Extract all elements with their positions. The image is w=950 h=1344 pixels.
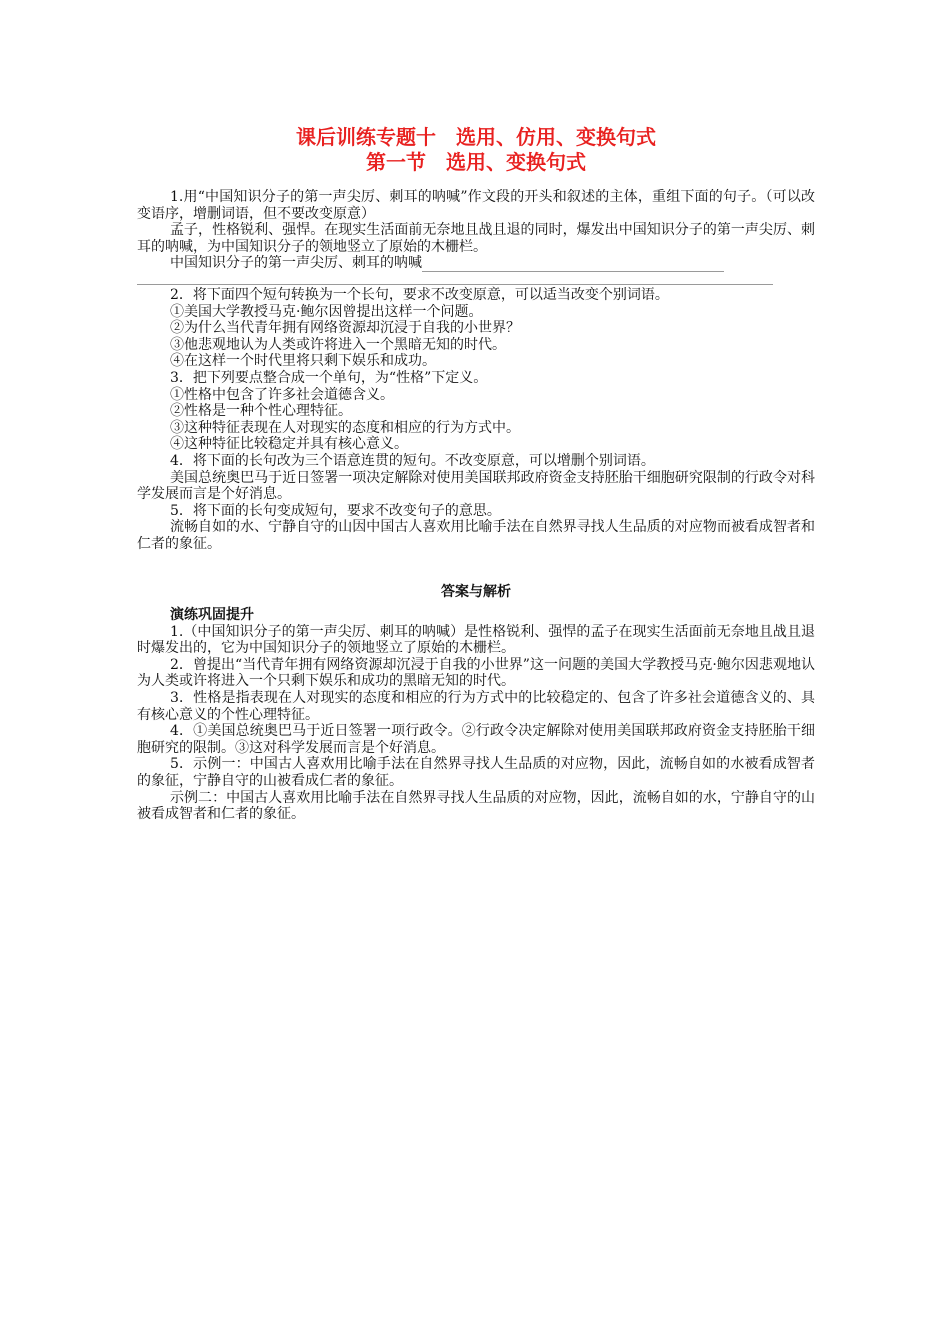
- answer-blank-full: [137, 272, 773, 285]
- section-title: 第一节 选用、变换句式: [366, 150, 586, 174]
- question-3-item: ③这种特征表现在人对现实的态度和相应的行为方式中。: [170, 419, 520, 436]
- page-title: 课后训练专题十 选用、仿用、变换句式: [296, 125, 656, 149]
- answer-4: 4．①美国总统奥巴马于近日签署一项行政令。②行政令决定解除对使用美国联邦政府资金支持胚胎干细胞研究的限制。③这对科学发展而言是个好消息。: [137, 723, 815, 756]
- question-4-prompt: 4．将下面的长句改为三个语意连贯的短句。不改变原意，可以增删个别词语。: [170, 452, 655, 469]
- question-2-item: ④在这样一个时代里将只剩下娱乐和成功。: [170, 353, 436, 370]
- answers-subheading: 演练巩固提升: [170, 607, 254, 624]
- question-1-answer-line: [137, 255, 815, 272]
- question-3-prompt: 3．把下列要点整合成一个单句，为“性格”下定义。: [170, 369, 488, 386]
- question-3-item: ④这种特征比较稳定并具有核心意义。: [170, 436, 408, 453]
- answer-blank: [422, 257, 724, 272]
- question-3-item: ①性格中包含了许多社会道德含义。: [170, 386, 394, 403]
- answer-2: 2．曾提出“当代青年拥有网络资源却沉浸于自我的小世界”这一问题的美国大学教授马克·鲍尔因悲观地认为人类或许将进入一个只剩下娱乐和成功的黑暗无知的时代。: [137, 656, 815, 690]
- question-5-text: 流畅自如的水、宁静自守的山因中国古人喜欢用比喻手法在自然界寻找人生品质的对应物而被看成智者和仁者的象征。: [137, 519, 815, 552]
- question-1-answer-lead: 中国知识分子的第一声尖厉、刺耳的呐喊: [170, 255, 422, 272]
- question-5-prompt: 5．将下面的长句变成短句，要求不改变句子的意思。: [170, 502, 501, 519]
- question-3-item: ②性格是一种个性心理特征。: [170, 403, 352, 420]
- question-1-prompt: 1.用“中国知识分子的第一声尖厉、刺耳的呐喊”作文段的开头和叙述的主体，重组下面的句子。（可以改变语序，增删词语，但不要改变原意）: [137, 189, 815, 222]
- answer-5-example-2: 示例二：中国古人喜欢用比喻手法在自然界寻找人生品质的对应物，因此，流畅自如的水，宁静自守的山被看成智者和仁者的象征。: [137, 789, 815, 823]
- answer-5-example-1: 5．示例一：中国古人喜欢用比喻手法在自然界寻找人生品质的对应物，因此，流畅自如的水被看成智者的象征，宁静自守的山被看成仁者的象征。: [137, 756, 815, 789]
- question-2-item: ③他悲观地认为人类或许将进入一个黑暗无知的时代。: [170, 336, 506, 353]
- document-content: [137, 125, 815, 823]
- answer-1: 1.（中国知识分子的第一声尖厉、刺耳的呐喊）是性格锐利、强悍的孟子在现实生活面前无奈地且战且退时爆发出的，它为中国知识分子的领地竖立了原始的木栅栏。: [137, 623, 815, 657]
- question-2-item: ②为什么当代青年拥有网络资源却沉浸于自我的小世界？: [170, 320, 520, 337]
- answer-3: 3．性格是指表现在人对现实的态度和相应的行为方式中的比较稳定的、包含了许多社会道德含义的、具有核心意义的个性心理特征。: [137, 690, 815, 723]
- answers-heading: 答案与解析: [441, 584, 511, 601]
- question-1-text: 孟子，性格锐利、强悍。在现实生活面前无奈地且战且退的同时，爆发出中国知识分子的第一声尖厉、刺耳的呐喊，为中国知识分子的领地竖立了原始的木栅栏。: [137, 222, 815, 255]
- question-2-item: ①美国大学教授马克·鲍尔因曾提出这样一个问题。: [170, 303, 483, 320]
- question-4-text: 美国总统奥巴马于近日签署一项决定解除对使用美国联邦政府资金支持胚胎干细胞研究限制的行政令对科学发展而言是个好消息。: [137, 469, 815, 503]
- question-2-prompt: 2．将下面四个短句转换为一个长句，要求不改变原意，可以适当改变个别词语。: [170, 286, 669, 303]
